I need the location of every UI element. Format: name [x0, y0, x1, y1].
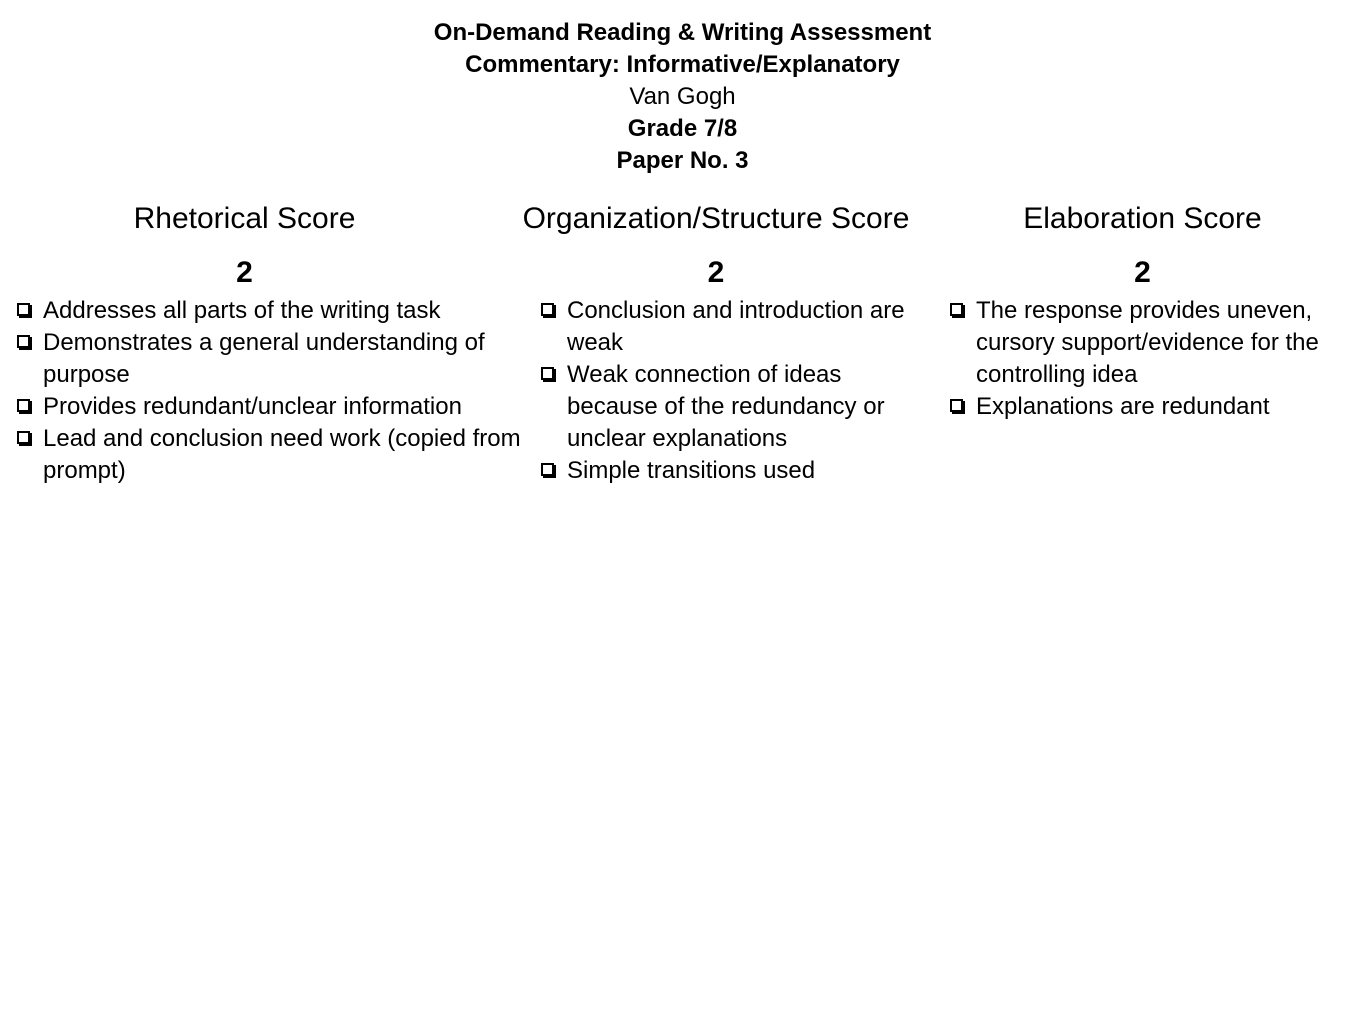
checkbox-icon — [17, 431, 30, 444]
topic-title: Van Gogh — [629, 83, 736, 110]
paper-number: Paper No. 3 — [616, 147, 749, 174]
list-item — [950, 391, 1335, 423]
checkbox-icon — [541, 463, 554, 476]
grade-label: Grade 7/8 — [627, 115, 738, 142]
document-header — [0, 17, 1365, 177]
organization-criteria-list — [541, 295, 936, 487]
commentary-title: Commentary: Informative/Explanatory — [465, 51, 900, 78]
list-item — [17, 423, 522, 487]
list-item — [17, 327, 522, 391]
organization-score-value: 2 — [707, 256, 725, 289]
list-item-text: Addresses all parts of the writing task — [43, 297, 441, 324]
list-item — [17, 295, 522, 327]
rhetorical-criteria-list — [17, 295, 522, 487]
checkbox-icon — [17, 335, 30, 348]
checkbox-icon — [17, 303, 30, 316]
list-item-text: Lead and conclusion need work (copied from prompt) — [43, 425, 521, 484]
checkbox-icon — [541, 367, 554, 380]
rhetorical-column — [17, 198, 522, 487]
checkbox-icon — [17, 399, 30, 412]
list-item-text: Demonstrates a general understanding of purpose — [43, 329, 485, 388]
organization-score-title: Organization/Structure Score — [522, 202, 910, 235]
checkbox-icon — [950, 303, 963, 316]
rhetorical-score-value: 2 — [236, 256, 253, 289]
elaboration-score-value: 2 — [1134, 256, 1151, 289]
list-item — [950, 295, 1335, 391]
list-item — [541, 359, 936, 455]
list-item-text: Weak connection of ideas because of the redundancy or unclear explanations — [567, 361, 885, 452]
list-item-text: The response provides uneven, cursory support/evidence for the controlling idea — [976, 297, 1319, 388]
list-item-text: Explanations are redundant — [976, 393, 1270, 420]
list-item-text: Conclusion and introduction are weak — [567, 297, 905, 356]
list-item — [17, 391, 522, 423]
list-item — [541, 295, 936, 359]
list-item-text: Provides redundant/unclear information — [43, 393, 462, 420]
list-item — [541, 455, 936, 487]
checkbox-icon — [950, 399, 963, 412]
assessment-title: On-Demand Reading & Writing Assessment — [433, 19, 932, 46]
elaboration-criteria-list — [950, 295, 1335, 423]
rhetorical-score-title: Rhetorical Score — [133, 202, 356, 235]
elaboration-score-title: Elaboration Score — [1023, 202, 1262, 235]
elaboration-column — [950, 198, 1335, 423]
checkbox-icon — [541, 303, 554, 316]
list-item-text: Simple transitions used — [567, 457, 816, 484]
organization-column — [522, 198, 936, 487]
